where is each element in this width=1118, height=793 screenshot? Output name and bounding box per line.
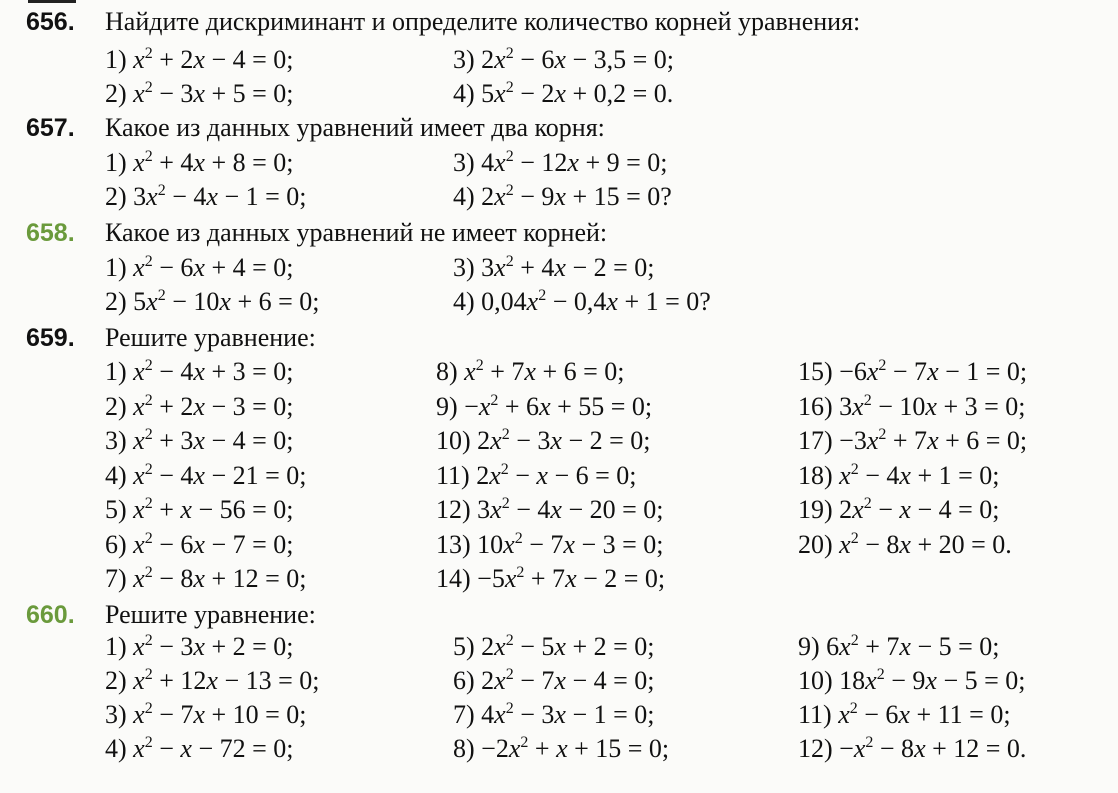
equation-item: 6) $x^2 - 6x - 7 = 0$; — [105, 529, 294, 559]
equation-item: 10) $18x^2 - 9x - 5 = 0$; — [798, 666, 1026, 695]
equation-item: 1) $x^2 - 4x + 3 = 0$; — [105, 357, 294, 386]
equation-item: 7) $x^2 - 8x + 12 = 0$; — [105, 564, 307, 593]
equation-item: $9) -x^2 + 6x + 55 = 0$; — [436, 391, 653, 421]
equation-item: 2) $x^2 - 3x + 5 = 0$; — [105, 79, 294, 108]
equation-item: 9) $6x^2 + 7x - 5 = 0$; — [798, 632, 1000, 661]
equation-item: 2) $x^2 + 12x - 13 = 0$; — [105, 666, 320, 695]
equation-item: 5) $x^2 + x - 56 = 0$; — [105, 495, 294, 524]
equation-item: 2) $5x^2 - 10x + 6 = 0$; — [105, 287, 320, 316]
equation-item: 3) $2x^2 - 6x - 3,5 = 0$; — [453, 45, 674, 74]
equation-item: 12) $3x^2 - 4x - 20 = 0$; — [436, 495, 664, 524]
equation-item: 4) $x^2 - 4x - 21 = 0$; — [105, 460, 307, 490]
equation-item: $8) -2x^2 + x + 15 = 0$; — [453, 734, 670, 763]
problem-prompt: Какое из данных уравнений имеет два корня: — [105, 113, 605, 142]
problem-number: 659. — [26, 324, 75, 352]
problem-number: 658. — [26, 219, 75, 247]
equation-item: $12) -x^2 - 8x + 12 = 0$. — [798, 734, 1027, 763]
equation-item: 13) $10x^2 - 7x - 3 = 0$; — [436, 529, 664, 559]
equation-item: 11) $x^2 - 6x + 11 = 0$; — [798, 700, 1011, 729]
equation-item: $15) -6x^2 - 7x - 1 = 0$; — [798, 357, 1028, 386]
equation-item: 3) $4x^2 - 12x + 9 = 0$; — [453, 148, 668, 177]
top-rule — [28, 0, 76, 3]
problem-number: 657. — [26, 114, 75, 142]
equation-item: 1) $x^2 - 6x + 4 = 0$; — [105, 253, 294, 282]
problem-prompt: Какое из данных уравнений не имеет корней: — [105, 218, 608, 247]
problem-number: 656. — [26, 8, 75, 36]
equation-item: 2) $3x^2 - 4x - 1 = 0$; — [105, 182, 307, 211]
equation-item: 1) $x^2 + 4x + 8 = 0$; — [105, 148, 294, 177]
problem-prompt: Решите уравнение: — [105, 323, 316, 352]
equation-item: 10) $2x^2 - 3x - 2 = 0$; — [436, 426, 651, 455]
equation-item: 4) $0,04x^2 - 0,4x + 1 = 0$? — [453, 287, 711, 316]
equation-item: 1) $x^2 - 3x + 2 = 0$; — [105, 632, 294, 661]
problem-prompt: Найдите дискриминант и определите количество корней уравнения: — [105, 7, 861, 36]
equation-item: 4) $5x^2 - 2x + 0,2 = 0$. — [453, 79, 674, 108]
equation-item: 16) $3x^2 - 10x + 3 = 0$; — [798, 391, 1026, 421]
equation-item: 1) $x^2 + 2x - 4 = 0$; — [105, 45, 294, 74]
equation-item: 19) $2x^2 - x - 4 = 0$; — [798, 495, 1000, 524]
equation-item: 5) $2x^2 - 5x + 2 = 0$; — [453, 632, 655, 661]
equation-item: 7) $4x^2 - 3x - 1 = 0$; — [453, 700, 655, 729]
equation-item: 4) $2x^2 - 9x + 15 = 0$? — [453, 182, 672, 211]
equation-item: 20) $x^2 - 8x + 20 = 0$. — [798, 529, 1012, 559]
equation-item: $14) -5x^2 + 7x - 2 = 0$; — [436, 564, 666, 593]
equation-item: 8) $x^2 + 7x + 6 = 0$; — [436, 357, 625, 386]
equation-item: 6) $2x^2 - 7x - 4 = 0$; — [453, 666, 655, 695]
equation-item: 4) $x^2 - x - 72 = 0$; — [105, 734, 294, 763]
problem-number: 660. — [26, 601, 75, 629]
equation-item: 18) $x^2 - 4x + 1 = 0$; — [798, 460, 1000, 490]
equation-item: 3) $x^2 - 7x + 10 = 0$; — [105, 700, 307, 729]
problem-prompt: Решите уравнение: — [105, 600, 316, 629]
equation-item: 11) $2x^2 - x - 6 = 0$; — [436, 460, 637, 490]
equation-item: 3) $x^2 + 3x - 4 = 0$; — [105, 426, 294, 455]
equation-item: $17) -3x^2 + 7x + 6 = 0$; — [798, 426, 1028, 455]
equation-item: 2) $x^2 + 2x - 3 = 0$; — [105, 391, 294, 421]
equation-item: 3) $3x^2 + 4x - 2 = 0$; — [453, 253, 655, 282]
